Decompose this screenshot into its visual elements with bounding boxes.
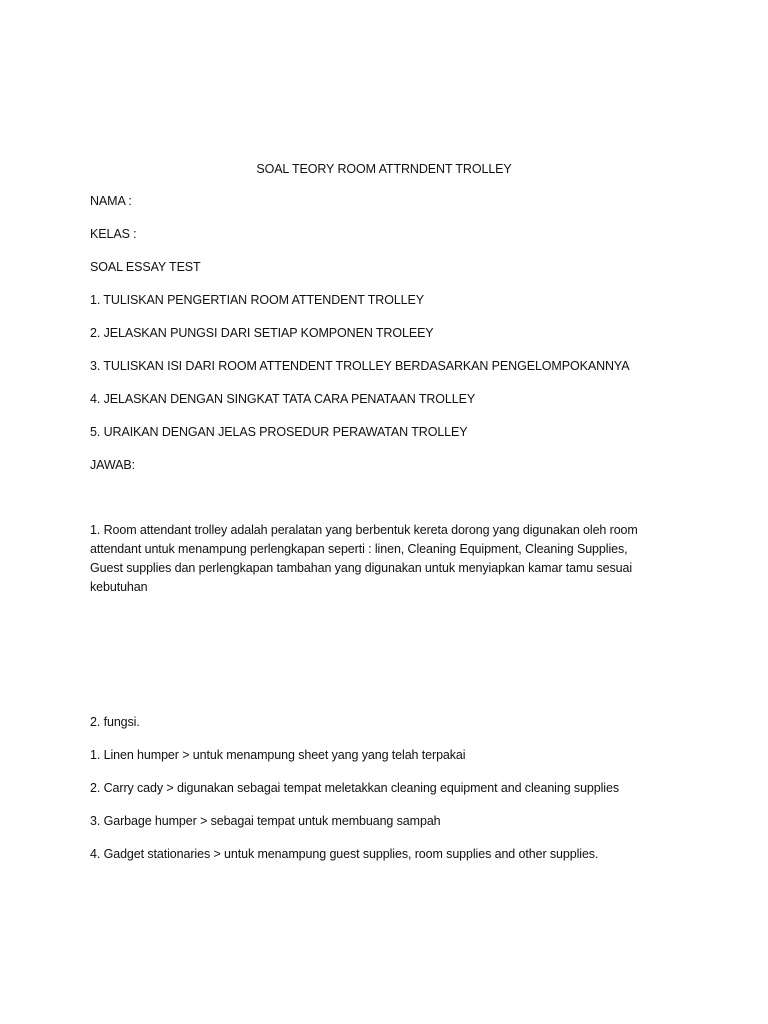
answer-1-line: 1. Room attendant trolley adalah peralatan yang berbentuk kereta dorong yang digunakan oleh room — [90, 523, 638, 537]
fungsi-heading: 2. fungsi. — [90, 715, 140, 729]
fungsi-item-1: 1. Linen humper > untuk menampung sheet yang yang telah terpakai — [90, 748, 466, 762]
question-1: 1. TULISKAN PENGERTIAN ROOM ATTENDENT TROLLEY — [90, 293, 425, 307]
fungsi-item-4: 4. Gadget stationaries > untuk menampung guest supplies, room supplies and other supplies. — [90, 847, 599, 861]
question-5: 5. URAIKAN DENGAN JELAS PROSEDUR PERAWATAN TROLLEY — [90, 425, 468, 439]
document-title: SOAL TEORY ROOM ATTRNDENT TROLLEY — [256, 162, 512, 176]
answer-1-line: kebutuhan — [90, 580, 148, 594]
question-4: 4. JELASKAN DENGAN SINGKAT TATA CARA PENATAAN TROLLEY — [90, 392, 476, 406]
fungsi-item-2: 2. Carry cady > digunakan sebagai tempat meletakkan cleaning equipment and cleaning supplies — [90, 781, 619, 795]
answer-1-line: attendant untuk menampung perlengkapan seperti : linen, Cleaning Equipment, Cleaning Supplies, — [90, 542, 628, 556]
section-heading: SOAL ESSAY TEST — [90, 260, 201, 274]
kelas-field-label: KELAS : — [90, 227, 137, 241]
nama-field-label: NAMA : — [90, 194, 132, 208]
answer-1-line: Guest supplies dan perlengkapan tambahan yang digunakan untuk menyiapkan kamar tamu sesuai — [90, 561, 633, 575]
question-2: 2. JELASKAN PUNGSI DARI SETIAP KOMPONEN TROLEEY — [90, 326, 434, 340]
question-3: 3. TULISKAN ISI DARI ROOM ATTENDENT TROLLEY BERDASARKAN PENGELOMPOKANNYA — [90, 359, 630, 373]
answer-1-paragraph — [90, 521, 680, 597]
fungsi-item-3: 3. Garbage humper > sebagai tempat untuk membuang sampah — [90, 814, 441, 828]
jawab-heading: JAWAB: — [90, 458, 136, 472]
